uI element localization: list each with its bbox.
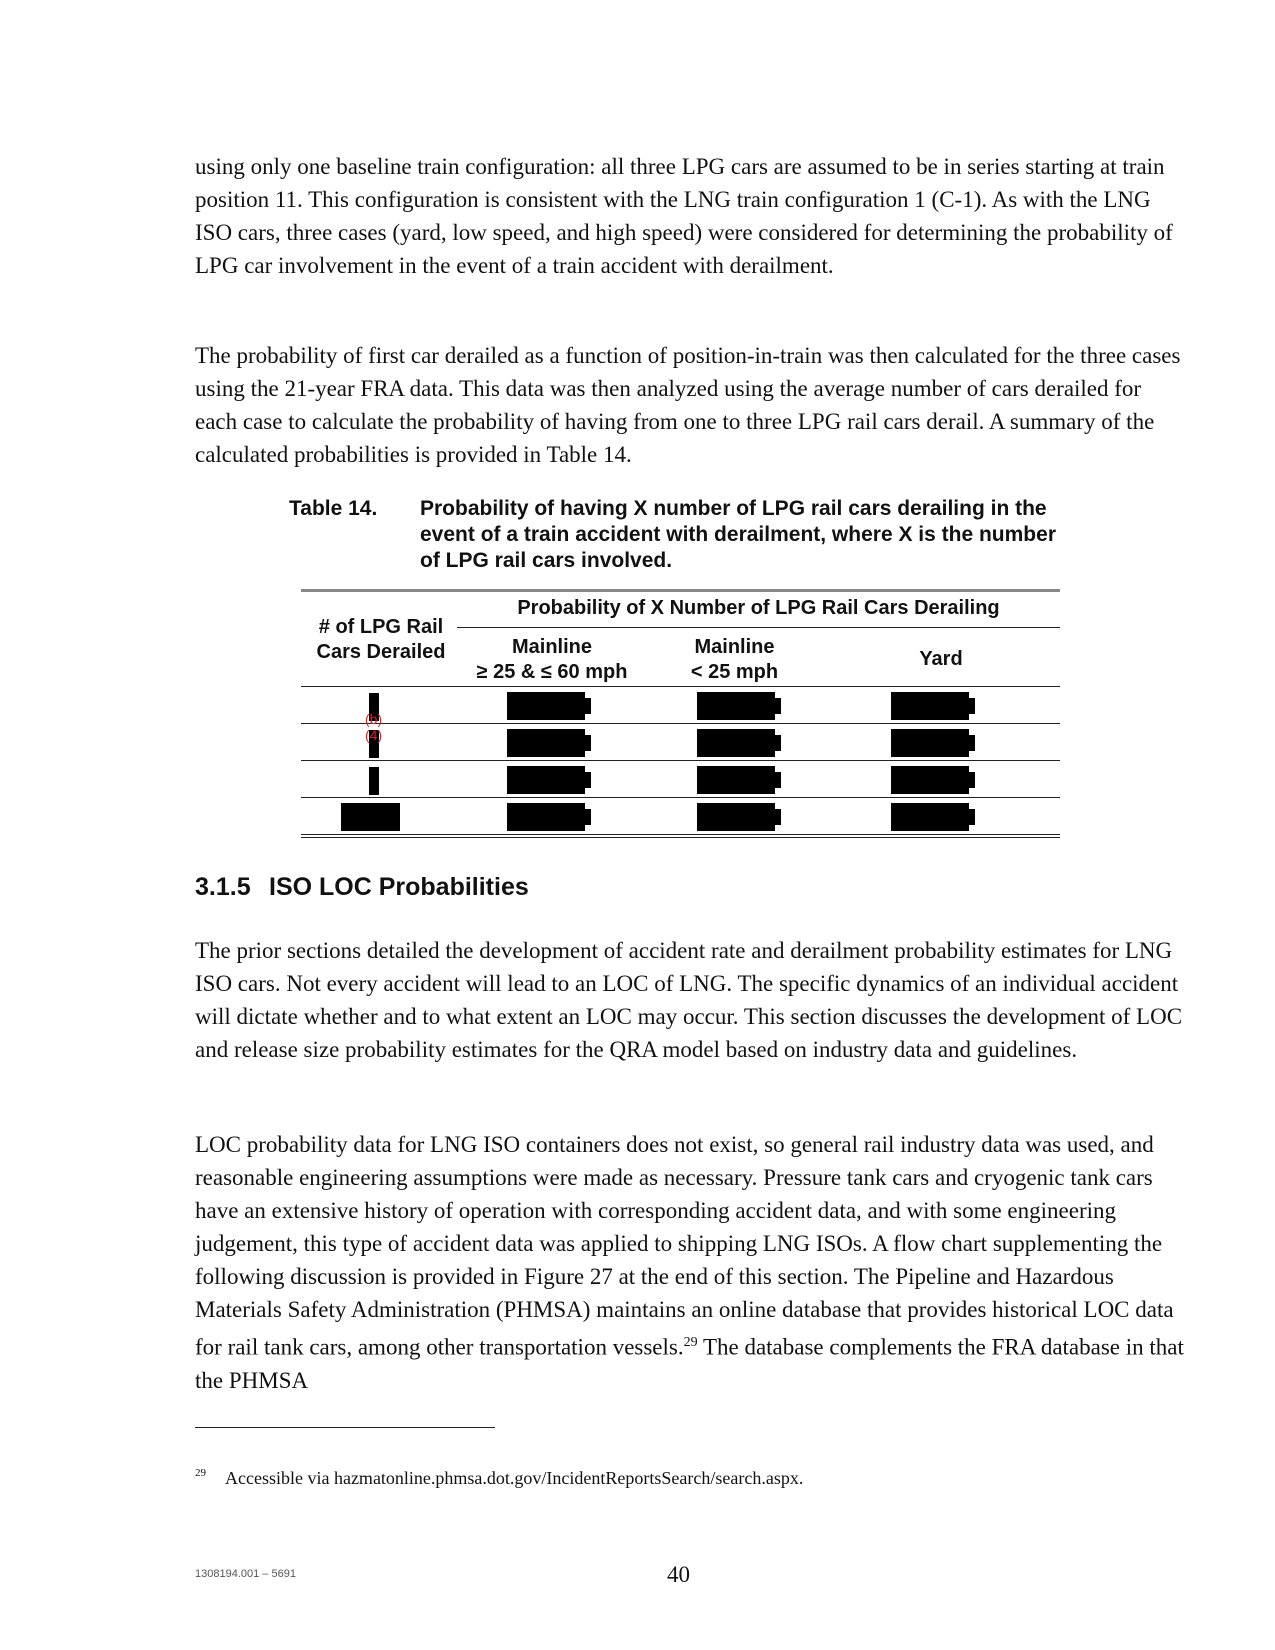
table-caption — [289, 496, 1089, 574]
footnote-text: Accessible via hazmatonline.phmsa.dot.gov/IncidentReportsSearch/search.aspx. — [225, 1468, 804, 1488]
table-top-rule — [301, 589, 1060, 592]
redacted-cell — [369, 767, 379, 795]
column-header-line-2: ≥ 25 & ≤ 60 mph — [476, 661, 628, 683]
group-header: Probability of X Number of LPG Rail Cars Derailing — [517, 597, 1000, 619]
group-header-rule — [457, 627, 1060, 628]
column-header-line-1: Mainline — [694, 636, 775, 658]
paragraph-4 — [195, 1128, 1185, 1397]
redacted-cell — [507, 729, 585, 757]
redacted-cell — [697, 766, 775, 794]
column-header-mainline-low — [647, 635, 822, 685]
table-caption-text: Probability of having X number of LPG rail cars derailing in the event of a train accident with derailment, where X is the number of LPG rail cars involved. — [420, 497, 1056, 572]
redacted-cell — [891, 766, 969, 794]
redacted-cell — [891, 803, 969, 831]
row-rule — [301, 797, 1060, 798]
paragraph-4-continuation: The database complements the FRA database in that the PHMSA — [195, 1334, 1184, 1393]
row-header-line-2: Cars Derailed — [316, 641, 446, 663]
column-header-line-2: < 25 mph — [690, 661, 779, 683]
redacted-cell — [507, 692, 585, 720]
row-header-line-1: # of LPG Rail — [318, 616, 444, 638]
paragraph-3: The prior sections detailed the development of accident rate and derailment probability estimates for LNG ISO cars. Not every accident will lead to an LOC of LNG. The specific dynamics of an individual accident will dictate whether and to what extent an LOC may occur. This section discusses the development of LOC and release size probability estimates for the QRA model based on industry data and guidelines. — [195, 938, 1183, 1062]
footnote-number: 29 — [195, 1467, 206, 1479]
table-bottom-rule — [301, 834, 1060, 835]
row-rule — [301, 723, 1060, 724]
redacted-cell — [697, 692, 775, 720]
table-caption-number: Table 14. — [289, 497, 378, 520]
row-rule — [301, 760, 1060, 761]
paragraph-1: using only one baseline train configuration: all three LPG cars are assumed to be in series starting at train position 11. This configuration is consistent with the LNG train configuration 1 (C-1). As with the LNG ISO cars, three cases (yard, low speed, and high speed) were considered for determining the probability of LPG car involvement in the event of a train accident with derailment. — [195, 154, 1173, 278]
column-header-mainline-high — [457, 635, 647, 685]
redacted-cell — [697, 729, 775, 757]
section-heading — [195, 873, 529, 902]
footnote — [195, 1466, 1095, 1490]
page-number: 40 — [667, 1562, 690, 1587]
section-number: 3.1.5 — [195, 873, 251, 901]
redacted-cell — [341, 803, 400, 831]
document-id: 1308194.001 – 5691 — [195, 1568, 296, 1580]
redacted-cell — [697, 803, 775, 831]
row-header — [301, 615, 461, 665]
footnote-reference[interactable]: 29 — [683, 1335, 698, 1350]
footnote-separator — [195, 1427, 495, 1428]
paragraph-2: The probability of first car derailed as a function of position-in-train was then calculated for the three cases using the 21-year FRA data. This data was then analyzed using the average number of cars derailed for each case to calculate the probability of having from one to three LPG rail cars derail. A summary of the calculated probabilities is provided in Table 14. — [195, 343, 1181, 467]
probability-table — [301, 589, 1060, 847]
column-header-line-1: Mainline — [511, 636, 592, 658]
column-header-yard: Yard — [919, 648, 963, 670]
redaction-exemption-label: (b)(4) — [365, 711, 383, 743]
redacted-cell — [891, 692, 969, 720]
section-title: ISO LOC Probabilities — [269, 873, 529, 901]
redacted-cell — [507, 803, 585, 831]
table-bottom-rule-double — [301, 837, 1060, 838]
paragraph-4-text: LOC probability data for LNG ISO containers does not exist, so general rail industry data was used, and reasonable engineering assumptions were made as necessary. Pressure tank cars and cryogenic tank cars have an extensive history of operation with corresponding accident data, and with some engineering judgement, this type of accident data was applied to shipping LNG ISOs. A flow chart supplementing the following discussion is provided in Figure 27 at the end of this section. The Pipeline and Hazardous Materials Safety Administration (PHMSA) maintains an online database that provides historical LOC data for rail tank cars, among other transportation vessels. — [195, 1132, 1174, 1360]
header-bottom-rule — [301, 686, 1060, 687]
redacted-cell — [891, 729, 969, 757]
redacted-cell — [507, 766, 585, 794]
